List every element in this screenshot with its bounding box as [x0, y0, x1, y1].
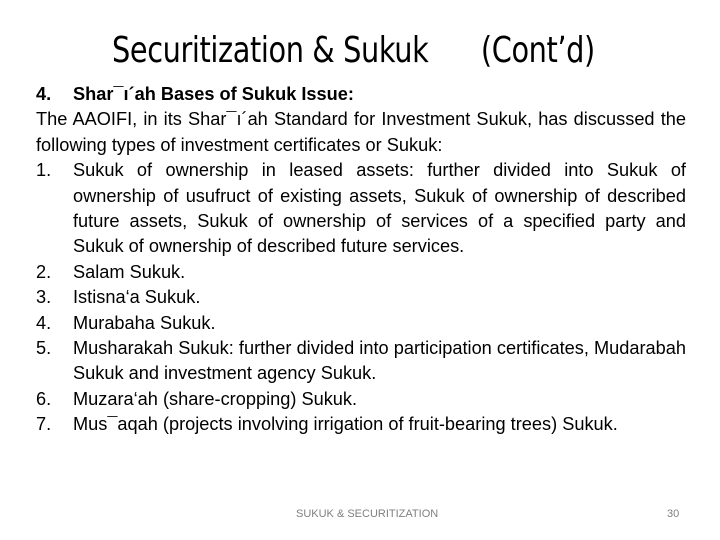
list-item-text: Salam Sukuk. [73, 261, 186, 282]
list-item [36, 336, 686, 387]
list-item-text: Musharakah Sukuk: further divided into participation certificates, Mudarabah Sukuk and investment agency Sukuk. [73, 338, 686, 384]
slide-title: Securitization & Sukuk (Cont’d) [112, 30, 595, 71]
list-item [36, 158, 686, 260]
section-heading-text: Shar¯ı´ah Bases of Sukuk Issue: [73, 84, 354, 104]
intro-paragraph: The AAOIFI, in its Shar¯ı´ah Standard for Investment Sukuk, has discussed the following types of investment certificates or Sukuk: [36, 109, 686, 155]
list-item-text: Murabaha Sukuk. [73, 312, 216, 333]
list-item-number: 6. [36, 388, 52, 409]
list-item-number: 4. [36, 312, 52, 333]
list-item [36, 285, 686, 310]
list-item [36, 260, 686, 285]
list-item-number: 5. [36, 338, 52, 359]
list-item [36, 311, 686, 336]
list-item-text: Sukuk of ownership in leased assets: further divided into Sukuk of ownership of usufruct of existing assets, Sukuk of ownership of described future assets, Sukuk of ownership of services of a specified party and Sukuk of ownership of described future services. [73, 160, 686, 257]
list-item-text: Mus¯aqah (projects involving irrigation of fruit-bearing trees) Sukuk. [73, 414, 618, 435]
slide-content [36, 82, 686, 438]
slide-footer [0, 508, 720, 522]
list-item-number: 2. [36, 261, 52, 282]
list-item-number: 3. [36, 287, 52, 308]
list-item-number: 7. [36, 414, 52, 435]
list-item-number: 1. [36, 160, 52, 181]
footer-text: SUKUK & SECURITIZATION [296, 508, 439, 520]
page-number: 30 [667, 508, 680, 520]
section-heading [36, 82, 686, 107]
list-item-text: Muzara‘ah (share-cropping) Sukuk. [73, 388, 358, 409]
sukuk-types-list [36, 158, 686, 437]
section-heading-number: 4. [36, 84, 52, 104]
list-item [36, 387, 686, 412]
list-item [36, 412, 686, 437]
list-item-text: Istisna‘a Sukuk. [73, 287, 201, 308]
